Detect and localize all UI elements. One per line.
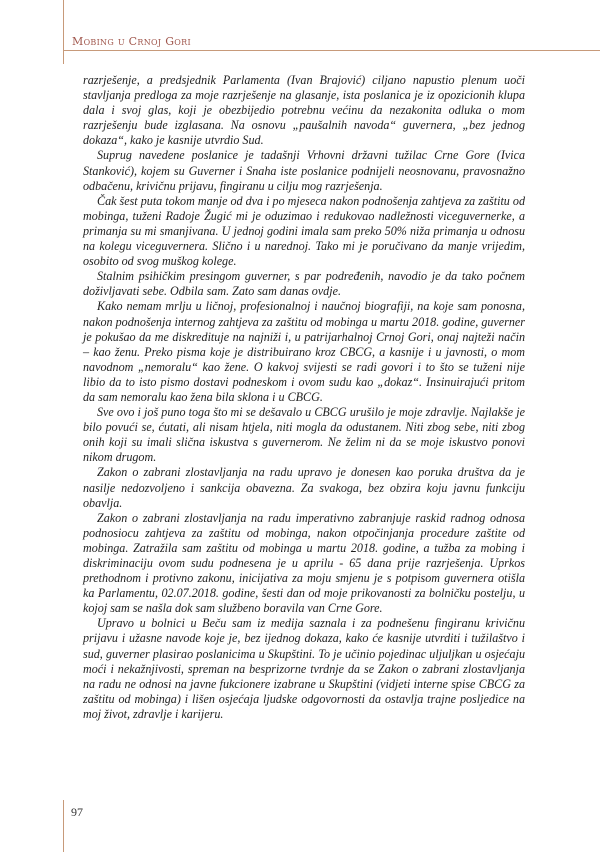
page-number: 97 <box>71 805 83 819</box>
header-vertical-rule <box>63 0 64 64</box>
footer-vertical-rule <box>63 800 64 852</box>
running-header-title: Mobing u Crnoj Gori <box>72 35 191 48</box>
paragraph: Stalnim psihičkim presingom guverner, s par podređenih, navodio je da tako počnem doživljavati sebe. Odbila sam. Zato sam danas ovdje. <box>83 269 525 299</box>
body-text <box>83 73 525 722</box>
paragraph: Čak šest puta tokom manje od dva i po mjeseca nakon podnošenja zahtjeva za zaštitu od mobinga, tuženi Radoje Žugić mi je oduzimao i redukovao nadležnosti viceguvernerke, a primanja su mi smanjivana. U jednoj godini imala sam preko 50% niža primanja u odnosu na kolegu viceguvernera. Slično i u narednoj. Tako mi je poručivano da manje vrijedim, osobito od svog muškog kolege. <box>83 193 525 269</box>
paragraph: Zakon o zabrani zlostavljanja na radu upravo je donesen kao poruka društva da je nasilje nedozvoljeno i sankcija obavezna. Za svakoga, bez obzira koju javnu funkciju obavlja. <box>83 465 525 510</box>
paragraph: Upravo u bolnici u Beču sam iz medija saznala i za podnešenu fingiranu krivičnu prijavu i užasne navode koje je, bez ijednog dokaza, kako će kasnije utvrditi i tužilaštvo i sud, guverner plasirao poslanicima u Skupštini. To je učinio pojedinac uljuljkan u osjećaju moći i nekažnjivosti, spreman na besprizorne tvrdnje da se Zakon o zabrani zlostavljanja na radu ne odnosi na javne fukcionere izabrane u Skupštini (vidjeti interne spise CBCG za zaštitu od mobinga) i lišen osjećaja ljudske odgovornosti da ostavlja trajne posljedice na moj život, zdravlje i karijeru. <box>83 616 525 721</box>
paragraph: Kako nemam mrlju u ličnoj, profesionalnoj i naučnoj biografiji, na koje sam ponosna, nakon podnošenja internog zahtjeva za zaštitu od mobinga u martu 2018. godine, guverner je pokušao da me diskredituje na najniži i, u patrijarhalnoj Crnoj Gori, onaj najteži način – kao ženu. Preko pisma koje je distribuirano kroz CBCG, a kasnije i u javnosti, o mom navodnom „nemoralu“ kao žene. O kakvoj svijesti se radi govori i to što se tuženi nije libio da to isto pismo dostavi podneskom i ovom sudu kao „dokaz“. Insinuirajući pritom da sam nemoralu kao žena bila sklona i u CBCG. <box>83 299 525 404</box>
paragraph: razrješenje, a predsjednik Parlamenta (Ivan Brajović) ciljano napustio plenum uoči stavljanja predloga za moje razrješenje na glasanje, ista poslanica je iz opozicionih klupa dala i svoj glas, koji je obezbijedio potrebnu većinu da nezakonita odluka o mom razrješenju bude izglasana. Na osnovu „paušalnih navoda“ guvernera, „bez jednog dokaza“, kako je kasnije utvrdio Sud. <box>83 73 525 148</box>
paragraph: Zakon o zabrani zlostavljanja na radu imperativno zabranjuje raskid radnog odnosa podnosiocu zahtjeva za zaštitu od mobinga, nakon otpočinjanja procedure zaštite od mobinga. Zatražila sam zaštitu od mobinga u martu 2018. godine, a tužba za mobing i diskriminaciju ovom sudu podnesena je u aprilu - 65 dana prije razrješenja. Uprkos prethodnom i protivno zakonu, inicijativa za moju smjenu je s potpisom guvernera otišla ka Parlamentu, 02.07.2018. godine, šesti dan od moje prikovanosti za bolničku postelju, u kojoj sam se našla dok sam službeno boravila van Crne Gore. <box>83 510 525 616</box>
paragraph: Sve ovo i još puno toga što mi se dešavalo u CBCG urušilo je moje zdravlje. Najlakše je bilo povući se, ćutati, ali nisam htjela, niti mogla da odustanem. Niti zbog sebe, niti zbog onih koji su imali slična iskustva s guvernerom. Ne želim ni da se moje iskustvo ponovi nikom drugom. <box>83 405 525 465</box>
paragraph: Suprug navedene poslanice je tadašnji Vrhovni državni tužilac Crne Gore (Ivica Stanković), kojem su Guverner i Snaha iste poslanice podnijeli neosnovanu, pravosnažno odbačenu, krivičnu prijavu, fingiranu u cilju mog razrješenja. <box>83 148 525 193</box>
header-horizontal-rule <box>63 50 600 51</box>
